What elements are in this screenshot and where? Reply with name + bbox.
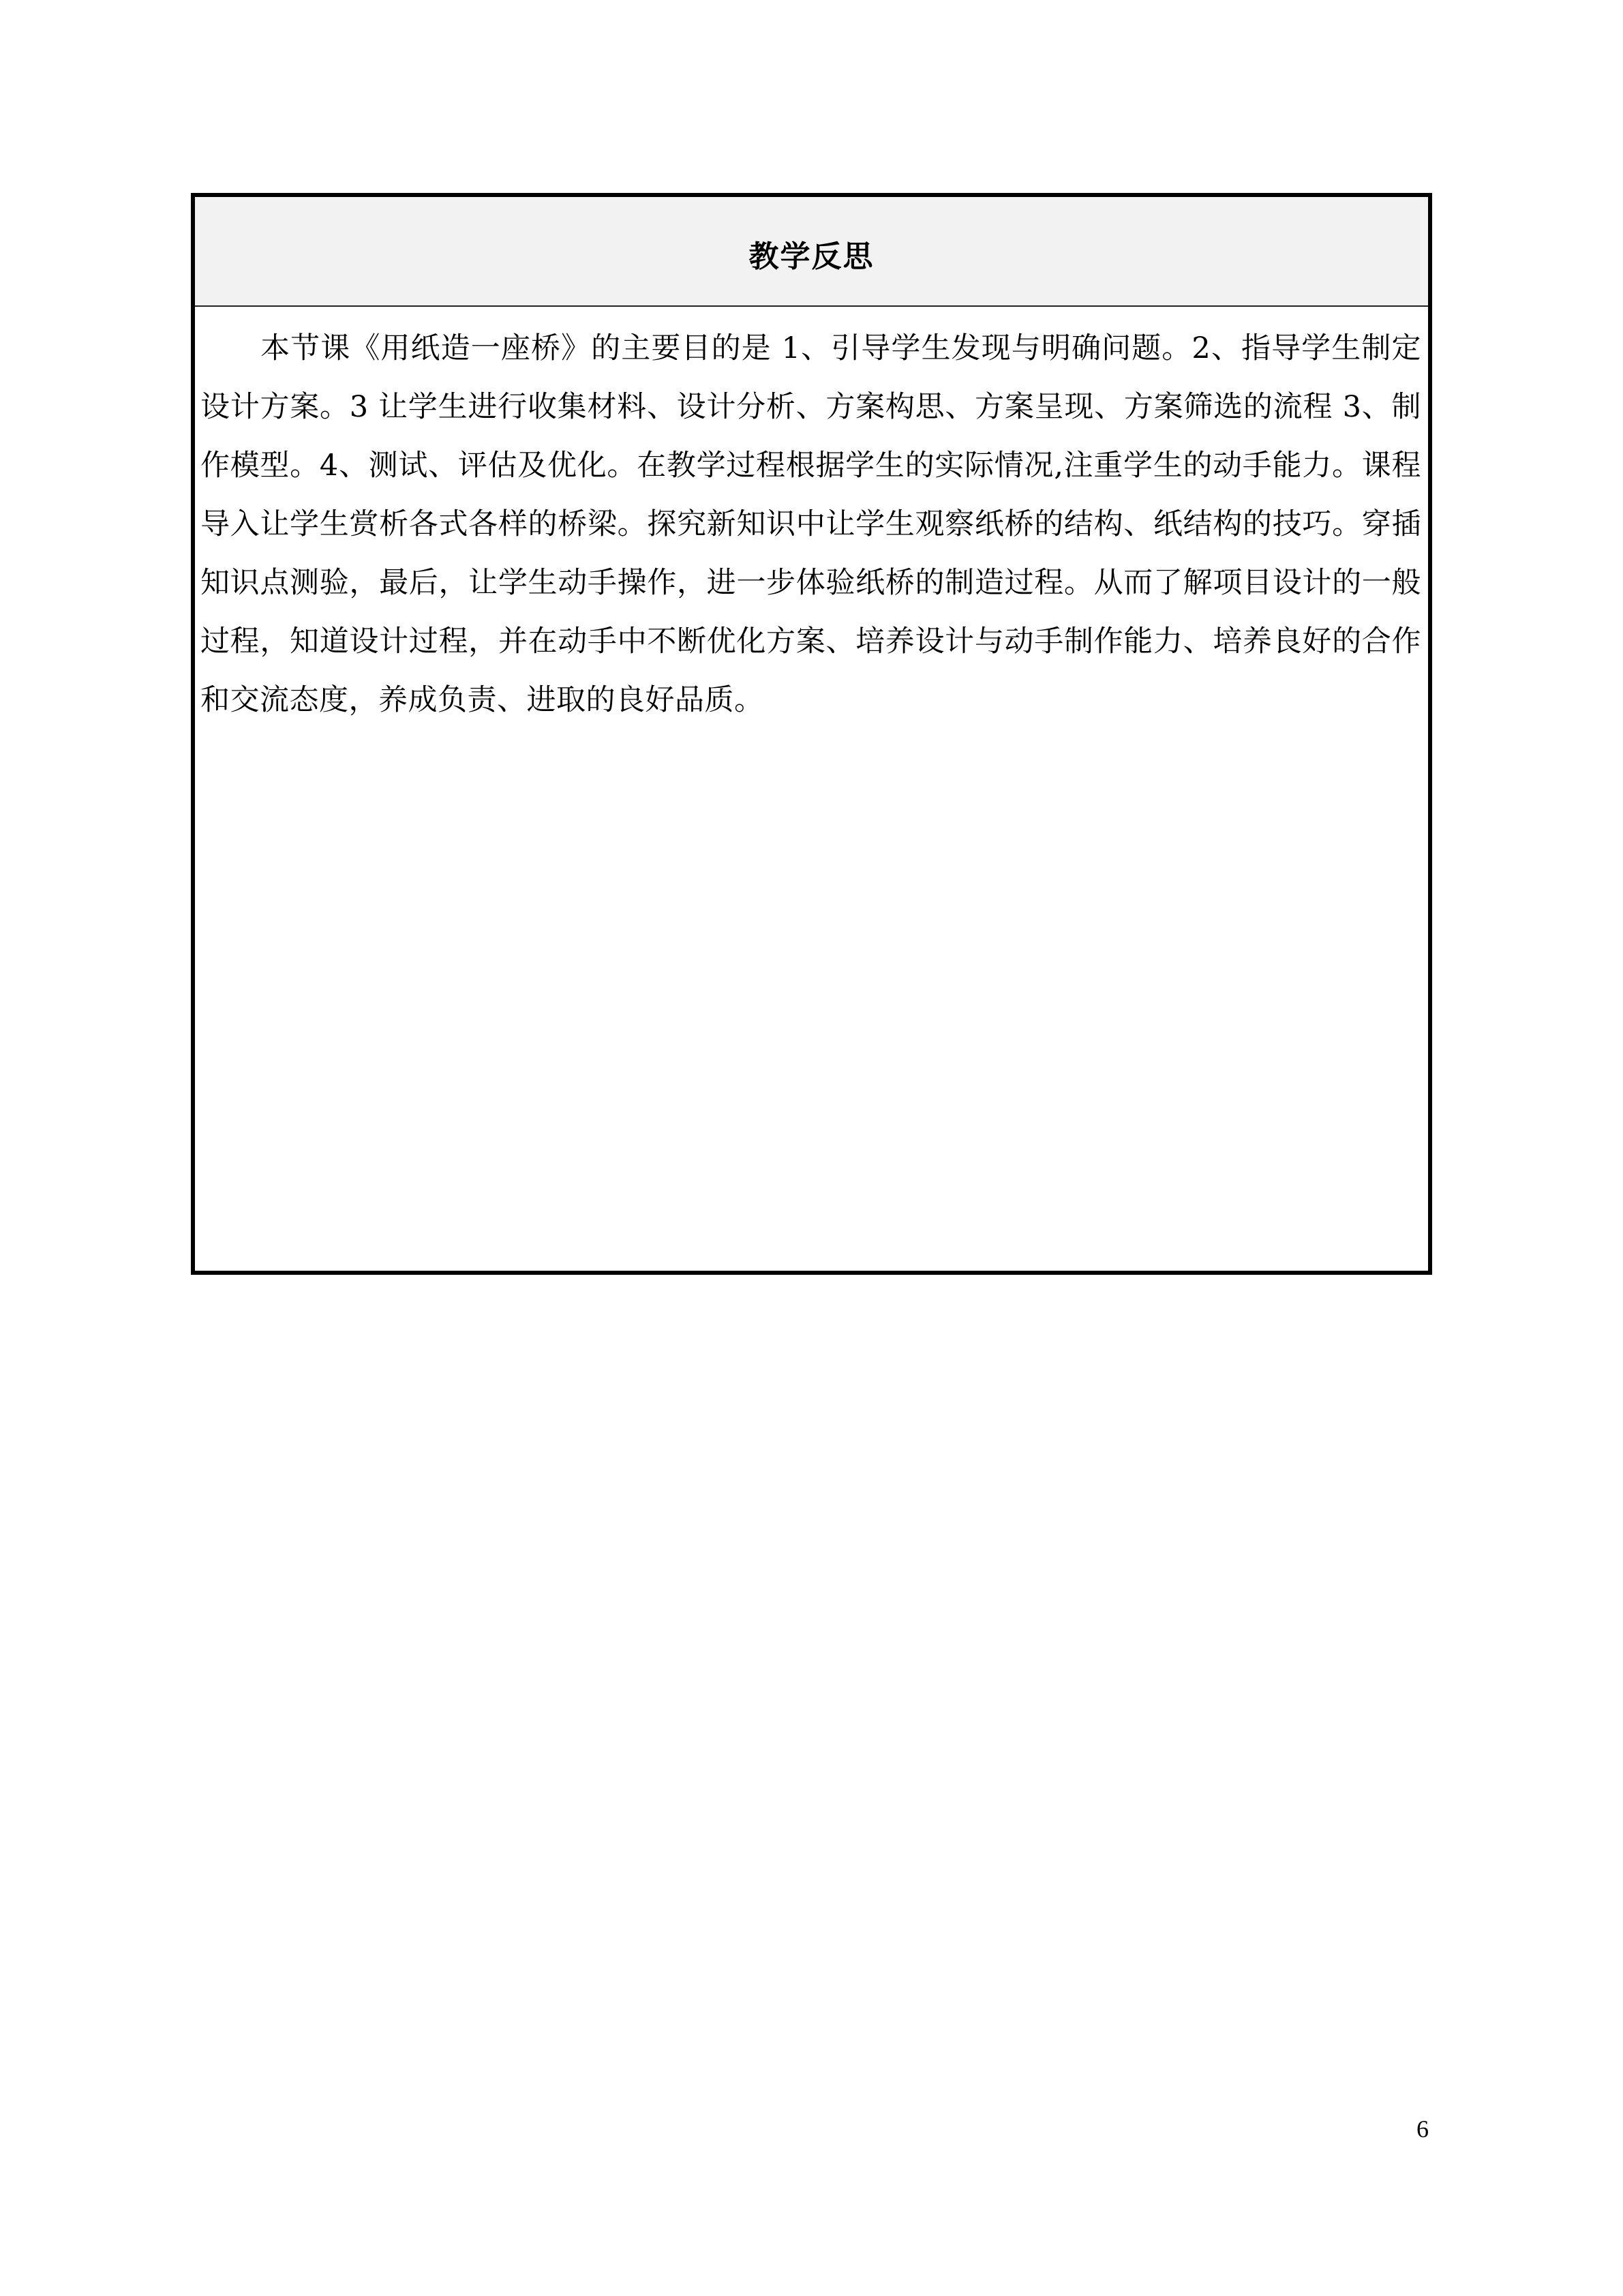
table-header-row <box>195 197 1428 307</box>
table-header-title: 教学反思 <box>748 239 875 274</box>
page-number: 6 <box>1416 2115 1429 2143</box>
teaching-reflection-table <box>191 193 1432 1275</box>
table-body-cell <box>195 307 1428 1271</box>
reflection-paragraph: 本节课《用纸造一座桥》的主要目的是 1、引导学生发现与明确问题。2、指导学生制定设计方案。3 让学生进行收集材料、设计分析、方案构思、方案呈现、方案筛选的流程 3、制作模型。4、测试、评估及优化。在教学过程根据学生的实际情况,注重学生的动手能力。课程导入让学生赏析各式各样的桥梁。探究新知识中让学生观察纸桥的结构、纸结构的技巧。穿插知识点测验，最后，让学生动手操作，进一步体验纸桥的制造过程。从而了解项目设计的一般过程，知道设计过程，并在动手中不断优化方案、培养设计与动手制作能力、培养良好的合作和交流态度，养成负责、进取的良好品质。 <box>200 331 1421 717</box>
